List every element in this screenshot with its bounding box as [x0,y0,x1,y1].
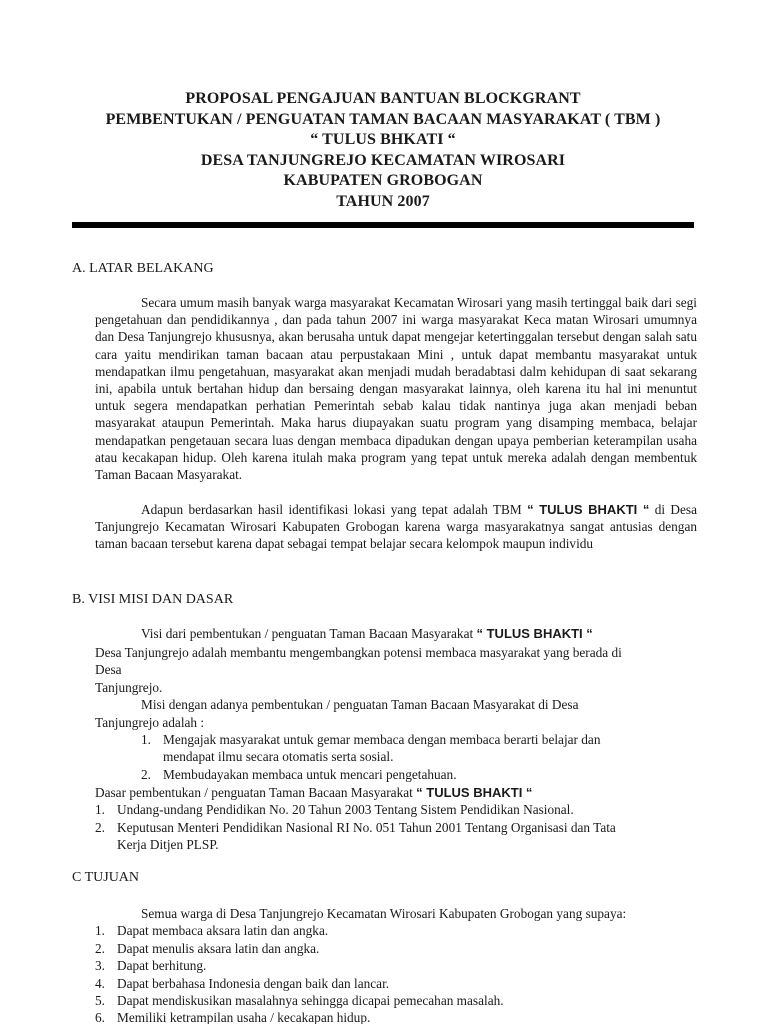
list-number: 6. [95,1010,105,1024]
title-line: DESA TANJUNGREJO KECAMATAN WIROSARI [200,151,566,169]
list-item [95,975,695,993]
tbm-name: “ TULUS BHAKTI “ [476,626,593,641]
title-line: PROPOSAL PENGAJUAN BANTUAN BLOCKGRANT [185,90,581,107]
paragraph-text: Visi dari pembentukan / penguatan Taman Bacaan Masyarakat [141,626,477,641]
list-number: 1. [95,923,105,938]
list-text: Dapat menulis aksara latin dan angka. [117,941,320,956]
tujuan-intro: Semua warga di Desa Tanjungrejo Kecamatan Wirosari Kabupaten Grobogan yang supaya: [141,906,627,921]
section-a-paragraph-2 [95,501,697,553]
list-number: 4. [95,976,105,991]
paragraph-text: Dasar pembentukan / penguatan Taman Bacaan Masyarakat [95,785,417,800]
paragraph-text: Adapun berdasarkan hasil identifikasi lokasi yang tepat adalah TBM [141,502,528,517]
list-number: 2. [95,941,105,956]
list-text: Memiliki ketrampilan usaha / kecakapan hidup. [117,1010,371,1024]
dasar-line [95,784,532,801]
title-divider [72,222,694,228]
list-text: mendapat ilmu secara otomatis serta sosial. [163,749,394,764]
title-line: TAHUN 2007 [336,192,430,210]
visi-line: Desa [95,662,122,677]
section-b-heading: B. VISI MISI DAN DASAR [72,592,234,607]
list-text: Dapat berhitung. [117,958,207,973]
misi-line: Tanjungrejo adalah : [95,715,205,730]
list-text: Dapat membaca aksara latin dan angka. [117,923,329,938]
paragraph-text: Secara umum masih banyak warga masyarakat Kecamatan Wirosari yang masih tertinggal baik dari segi pengetahuan dan pendidikannya , dan pada tahun 2007 ini warga masyarakat Keca matan Wirosari umumnya dan Desa Tanjungrejo khususnya, akan berusaha untuk dapat mengejar ketertinggalan tersebut dengan salah satu cara yaitu mendirikan taman bacaan atau perpustakaan Mini , untuk dapat membantu masyarakat untuk mendapatkan ilmu pengetahuan, masyarakat akan menjadi mudah beradabtasi dalm kehidupan di saat sekarang ini, apabila untuk bertahan hidup dan bersaing dengan masyarakat lainnya, oleh karena itu hal ini menuntut untuk segera mendapatkan perhatian Pemerintah sebab kalau tidak nantinya juga akan menjadi beban masyarakat ataupun Pemerintah. Maka harus diupayakan suatu program yang disamping membaca, belajar mendapatkan pengetauan secara luas dengan membaca dipadukan dengan upaya pemberian keterampilan usaha atau kecakapan hidup. Oleh karena itulah maka program yang tepat untuk mereka adalah dengan membentuk Taman Bacaan Masyarakat. [95,295,697,483]
list-item [95,922,695,940]
list-number: 3. [95,958,105,973]
section-a-paragraph-1 [95,294,697,483]
list-item [95,1009,695,1024]
list-number: 5. [95,993,105,1008]
list-number: 1. [95,802,105,817]
list-text: Membudayakan membaca untuk mencari pengetahuan. [163,767,457,782]
visi-line: Desa Tanjungrejo adalah membantu mengembangkan potensi membaca masyarakat yang berada di [95,645,622,660]
tbm-name: “ TULUS BHAKTI “ [527,502,650,517]
section-c-heading: C TUJUAN [72,870,140,885]
list-text: Undang-undang Pendidikan No. 20 Tahun 2003 Tentang Sistem Pendidikan Nasional. [117,802,574,817]
tbm-name: “ TULUS BHAKTI “ [416,785,533,800]
list-number: 2. [95,820,105,835]
visi-line [141,625,593,642]
visi-line: Tanjungrejo. [95,680,163,695]
misi-line [95,696,697,713]
document-title [72,89,694,212]
list-item [141,731,701,767]
list-item [95,801,700,819]
list-text: Dapat berbahasa Indonesia dengan baik dan lancar. [117,976,390,991]
title-line: PEMBENTUKAN / PENGUATAN TAMAN BACAAN MASYARAKAT ( TBM ) [105,110,661,128]
list-number: 2. [141,767,151,782]
title-line: “ TULUS BHKATI “ [310,131,456,148]
list-text: Kerja Ditjen PLSP. [117,837,219,852]
title-line: KABUPATEN GROBOGAN [283,172,483,189]
list-item [95,819,700,855]
list-item [95,992,695,1010]
list-item [141,766,701,784]
paragraph-text: di Desa Tanjungrejo Kecamatan Wirosari Kabupaten Grobogan karena warga masyarakatnya sangat antusias dengan taman bacaan tersebut karena dapat sebagai tempat belajar secara kelompok maupun individu [95,502,697,552]
list-item [95,957,695,975]
paragraph-text: Misi dengan adanya pembentukan / penguatan Taman Bacaan Masyarakat di Desa [141,697,579,712]
list-text: Mengajak masyarakat untuk gemar membaca dengan membaca berarti belajar dan [163,732,601,747]
list-number: 1. [141,732,151,747]
list-text: Keputusan Menteri Pendidikan Nasional RI No. 051 Tahun 2001 Tentang Organisasi dan Tata [117,820,616,835]
list-item [95,940,695,958]
section-a-heading: A. LATAR BELAKANG [72,261,214,276]
list-text: Dapat mendiskusikan masalahnya sehingga dicapai pemecahan masalah. [117,993,504,1008]
